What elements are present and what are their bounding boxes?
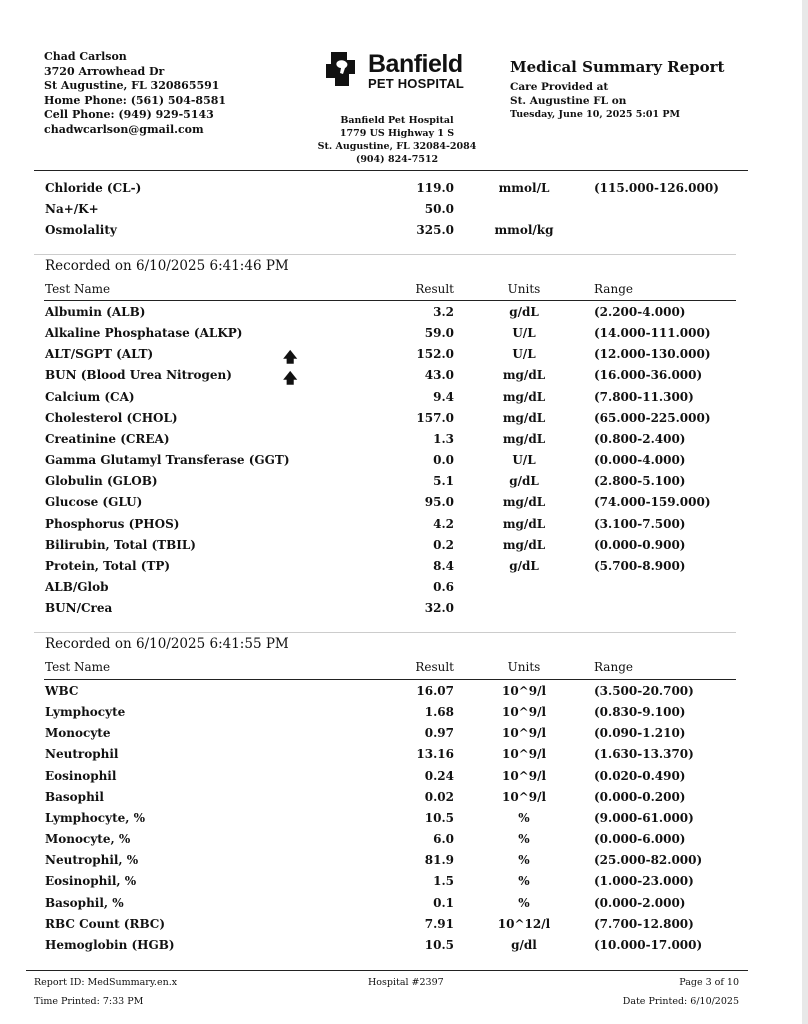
result-value: 13.16 xyxy=(416,747,454,762)
result-row xyxy=(0,917,808,938)
result-row xyxy=(0,938,808,959)
result-unit: % xyxy=(518,810,530,825)
result-unit: mg/dL xyxy=(502,410,546,425)
result-unit: mg/dL xyxy=(502,368,546,383)
result-value: 7.91 xyxy=(424,916,454,931)
result-row xyxy=(0,347,808,368)
care-line: Care Provided at xyxy=(510,81,609,93)
test-name: Bilirubin, Total (TBIL) xyxy=(45,537,196,552)
result-value: 3.2 xyxy=(433,305,454,319)
hospital-address xyxy=(315,114,479,166)
result-row xyxy=(0,453,808,474)
hospital-street: 1779 US Highway 1 S xyxy=(339,128,455,139)
result-unit: U/L xyxy=(512,326,536,341)
result-unit: % xyxy=(518,874,530,889)
result-row xyxy=(0,181,808,202)
reference-range: (12.000-130.000) xyxy=(594,347,711,362)
header-divider xyxy=(34,170,748,171)
test-name: Lymphocyte xyxy=(45,705,126,720)
test-name: Monocyte, % xyxy=(45,832,131,847)
result-value: 325.0 xyxy=(416,223,454,238)
col-units: Units xyxy=(507,282,541,296)
owner-street: 3720 Arrowhead Dr xyxy=(44,64,165,78)
result-row xyxy=(0,580,808,601)
result-value: 1.5 xyxy=(433,874,454,889)
test-name: RBC Count (RBC) xyxy=(45,916,166,931)
result-value: 152.0 xyxy=(416,347,454,362)
result-value: 59.0 xyxy=(424,326,454,341)
owner-city: St Augustine, FL 320865591 xyxy=(44,79,220,92)
owner-info xyxy=(44,50,226,137)
footer-report-id: Report ID: MedSummary.en.x xyxy=(34,977,178,988)
test-name: Alkaline Phosphatase (ALKP) xyxy=(45,326,243,341)
test-name: Neutrophil xyxy=(45,747,119,762)
result-row xyxy=(0,601,808,622)
result-row xyxy=(0,390,808,411)
result-unit: 10^9/l xyxy=(501,768,547,783)
section1-title: Recorded on 6/10/2025 6:41:46 PM xyxy=(45,258,289,274)
section2-header-rule xyxy=(44,679,736,680)
result-row xyxy=(0,747,808,768)
result-row xyxy=(0,853,808,874)
result-row xyxy=(0,832,808,853)
result-value: 6.0 xyxy=(433,832,454,847)
col-result: Result xyxy=(415,660,454,674)
result-row xyxy=(0,705,808,726)
result-row xyxy=(0,684,808,705)
result-value: 119.0 xyxy=(416,181,454,195)
test-name: Osmolality xyxy=(45,223,117,238)
result-row xyxy=(0,474,808,495)
result-unit: mmol/kg xyxy=(494,223,554,238)
test-name: Basophil, % xyxy=(45,895,124,910)
result-row xyxy=(0,326,808,347)
section-divider xyxy=(34,254,736,255)
high-flag-icon: 🡅 xyxy=(283,350,298,367)
test-name: Hemoglobin (HGB) xyxy=(45,937,175,952)
result-value: 1.3 xyxy=(433,431,454,446)
result-unit: mg/dL xyxy=(502,431,546,446)
report-header xyxy=(510,58,724,122)
result-value: 95.0 xyxy=(424,495,454,510)
result-unit: U/L xyxy=(512,453,536,468)
reference-range: (0.000-4.000) xyxy=(594,453,686,468)
result-value: 9.4 xyxy=(433,389,454,404)
test-name: Na+/K+ xyxy=(45,202,99,217)
reference-range: (5.700-8.900) xyxy=(594,558,686,573)
col-range: Range xyxy=(594,660,633,674)
reference-range: (1.000-23.000) xyxy=(594,874,694,889)
result-value: 5.1 xyxy=(433,474,454,489)
result-row xyxy=(0,559,808,580)
result-unit: mg/dL xyxy=(502,495,546,510)
reference-range: (3.500-20.700) xyxy=(594,684,694,698)
reference-range: (10.000-17.000) xyxy=(594,937,703,952)
result-unit: g/dL xyxy=(509,558,539,573)
reference-range: (16.000-36.000) xyxy=(594,368,703,383)
reference-range: (0.090-1.210) xyxy=(594,726,686,741)
care-date: Tuesday, June 10, 2025 5:01 PM xyxy=(510,109,681,120)
test-name: Creatinine (CREA) xyxy=(45,431,170,446)
result-row xyxy=(0,495,808,516)
section-divider xyxy=(34,632,736,633)
result-row xyxy=(0,790,808,811)
reference-range: (115.000-126.000) xyxy=(594,181,719,195)
result-unit: 10^9/l xyxy=(501,684,547,698)
reference-range: (25.000-82.000) xyxy=(594,853,703,868)
reference-range: (0.000-0.900) xyxy=(594,537,686,552)
reference-range: (74.000-159.000) xyxy=(594,495,711,510)
logo-name: Banfield xyxy=(368,50,463,78)
result-row xyxy=(0,305,808,326)
result-value: 0.97 xyxy=(424,726,454,741)
result-row xyxy=(0,896,808,917)
result-row xyxy=(0,368,808,389)
result-value: 157.0 xyxy=(416,410,454,425)
section2-title: Recorded on 6/10/2025 6:41:55 PM xyxy=(45,636,289,652)
logo-sub: PET HOSPITAL xyxy=(368,76,465,91)
reference-range: (65.000-225.000) xyxy=(594,410,711,425)
result-unit: % xyxy=(518,853,530,868)
result-unit: 10^9/l xyxy=(501,705,547,720)
result-value: 0.6 xyxy=(433,579,454,594)
footer-page-number: Page 3 of 10 xyxy=(679,977,739,988)
result-row xyxy=(0,726,808,747)
reference-range: (1.630-13.370) xyxy=(594,747,694,762)
test-name: Phosphorus (PHOS) xyxy=(45,516,180,531)
owner-home-phone: Home Phone: (561) 504-8581 xyxy=(44,93,227,107)
owner-email: chadwcarlson@gmail.com xyxy=(44,122,204,136)
result-unit: g/dL xyxy=(509,305,539,319)
footer-time-printed: Time Printed: 7:33 PM xyxy=(34,996,144,1007)
reference-range: (0.000-6.000) xyxy=(594,832,686,847)
result-value: 8.4 xyxy=(433,558,454,573)
section1-header-rule xyxy=(44,300,736,301)
result-row xyxy=(0,538,808,559)
hospital-phone: (904) 824-7512 xyxy=(355,154,439,165)
test-name: Protein, Total (TP) xyxy=(45,558,171,573)
report-title: Medical Summary Report xyxy=(510,58,725,76)
reference-range: (0.830-9.100) xyxy=(594,705,686,720)
result-unit: % xyxy=(518,832,530,847)
result-value: 0.2 xyxy=(433,537,454,552)
result-unit: 10^12/l xyxy=(497,916,551,931)
reference-range: (0.000-0.200) xyxy=(594,789,686,804)
test-name: WBC xyxy=(45,684,79,698)
test-name: Globulin (GLOB) xyxy=(45,474,158,489)
result-unit: U/L xyxy=(512,347,536,362)
col-test-name: Test Name xyxy=(45,282,111,296)
result-unit: 10^9/l xyxy=(501,789,547,804)
test-name: Calcium (CA) xyxy=(45,389,135,404)
test-name: Lymphocyte, % xyxy=(45,810,146,825)
test-name: Glucose (GLU) xyxy=(45,495,143,510)
hospital-name: Banfield Pet Hospital xyxy=(340,115,454,126)
result-row xyxy=(0,223,808,244)
result-unit: mg/dL xyxy=(502,537,546,552)
pet-cross-icon xyxy=(318,50,362,90)
footer-date-printed: Date Printed: 6/10/2025 xyxy=(622,996,739,1007)
test-name: ALB/Glob xyxy=(45,579,109,594)
col-units: Units xyxy=(507,660,541,674)
col-result: Result xyxy=(415,282,454,296)
result-unit: g/dl xyxy=(511,937,537,952)
test-name: Monocyte xyxy=(45,726,111,741)
reference-range: (2.200-4.000) xyxy=(594,305,686,319)
owner-cell-phone: Cell Phone: (949) 929-5143 xyxy=(44,108,214,121)
result-row xyxy=(0,432,808,453)
result-value: 10.5 xyxy=(424,937,454,952)
result-row xyxy=(0,811,808,832)
test-name: Eosinophil xyxy=(45,768,117,783)
reference-range: (9.000-61.000) xyxy=(594,810,694,825)
reference-range: (0.020-0.490) xyxy=(594,768,686,783)
test-name: Basophil xyxy=(45,789,104,804)
result-value: 43.0 xyxy=(424,368,454,383)
result-unit: 10^9/l xyxy=(501,747,547,762)
result-unit: mmol/L xyxy=(498,181,550,195)
result-value: 50.0 xyxy=(424,202,454,217)
test-name: Neutrophil, % xyxy=(45,853,139,868)
result-unit: mg/dL xyxy=(502,516,546,531)
test-name: Cholesterol (CHOL) xyxy=(45,410,178,425)
footer-divider xyxy=(26,970,748,971)
result-value: 10.5 xyxy=(424,810,454,825)
result-row xyxy=(0,517,808,538)
result-value: 0.1 xyxy=(433,895,454,910)
test-name: Albumin (ALB) xyxy=(45,305,146,319)
result-value: 0.02 xyxy=(424,789,454,804)
result-value: 1.68 xyxy=(424,705,454,720)
reference-range: (7.800-11.300) xyxy=(594,389,694,404)
result-value: 0.0 xyxy=(433,453,454,468)
result-unit: 10^9/l xyxy=(501,726,547,741)
col-range: Range xyxy=(594,282,633,296)
owner-name: Chad Carlson xyxy=(44,50,127,63)
reference-range: (0.800-2.400) xyxy=(594,431,686,446)
test-name: BUN (Blood Urea Nitrogen) xyxy=(45,368,232,383)
result-row xyxy=(0,874,808,895)
col-test-name: Test Name xyxy=(45,660,111,674)
test-name: Eosinophil, % xyxy=(45,874,137,889)
result-row xyxy=(0,202,808,223)
result-value: 16.07 xyxy=(416,684,454,698)
reference-range: (0.000-2.000) xyxy=(594,895,686,910)
result-row xyxy=(0,769,808,790)
test-name: Chloride (CL-) xyxy=(45,181,142,195)
result-row xyxy=(0,411,808,432)
reference-range: (3.100-7.500) xyxy=(594,516,686,531)
reference-range: (14.000-111.000) xyxy=(594,326,711,341)
test-name: BUN/Crea xyxy=(45,601,113,616)
result-value: 32.0 xyxy=(424,601,454,616)
reference-range: (2.800-5.100) xyxy=(594,474,686,489)
test-name: ALT/SGPT (ALT) xyxy=(45,347,154,362)
result-unit: mg/dL xyxy=(502,389,546,404)
high-flag-icon: 🡅 xyxy=(283,371,298,388)
footer-hospital-number: Hospital #2397 xyxy=(368,977,444,988)
test-name: Gamma Glutamyl Transferase (GGT) xyxy=(45,453,290,468)
result-unit: % xyxy=(518,895,530,910)
reference-range: (7.700-12.800) xyxy=(594,916,694,931)
result-value: 81.9 xyxy=(424,853,454,868)
result-value: 0.24 xyxy=(424,768,454,783)
hospital-city: St. Augustine, FL 32084-2084 xyxy=(317,141,477,152)
result-value: 4.2 xyxy=(433,516,454,531)
care-location: St. Augustine FL on xyxy=(510,95,627,107)
result-unit: g/dL xyxy=(509,474,539,489)
